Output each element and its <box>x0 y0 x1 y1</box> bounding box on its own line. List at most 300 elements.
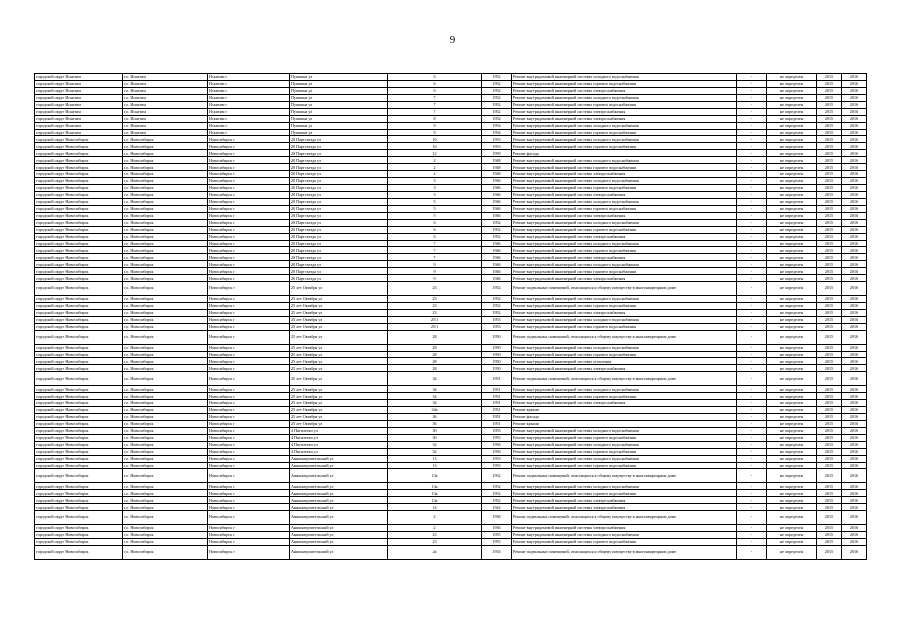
cell-street: 25 лет Октября ул <box>290 386 388 393</box>
cell-house-number: 13 <box>388 462 482 469</box>
cell-work-type: Ремонт внутридомовой инженерной системы горячего водоснабжения <box>512 205 737 212</box>
cell-municipality: г.о. Новосибирск <box>123 219 208 226</box>
cell-house-number: 2 <box>388 525 482 532</box>
cell-build-year: 1952 <box>482 87 512 94</box>
cell-district: городской округ Новосибирск <box>35 538 123 545</box>
cell-year-start: 2015 <box>817 191 842 198</box>
cell-cost: - <box>737 171 767 178</box>
cell-street: 20 Партсъезда ул <box>290 157 388 164</box>
cell-year-start: 2015 <box>817 296 842 303</box>
table-row <box>35 80 867 87</box>
table-row <box>35 386 867 393</box>
cell-settlement: Новосибирск г <box>208 150 290 157</box>
cell-settlement: Новосибирск г <box>208 538 290 545</box>
cell-house-number: 30 <box>388 427 482 434</box>
cell-build-year: 1950 <box>482 365 512 372</box>
cell-municipality: г.о. Новосибирск <box>123 545 208 559</box>
cell-house-number: 8 <box>388 115 482 122</box>
table-row <box>35 129 867 136</box>
cell-cost: - <box>737 247 767 254</box>
cell-build-year: 1948 <box>482 171 512 178</box>
cell-year-end: 2016 <box>842 490 867 497</box>
cell-district: городской округ Новосибирск <box>35 462 123 469</box>
cell-cost: - <box>737 205 767 212</box>
cell-house-number: 25/1 <box>388 316 482 323</box>
cell-municipality: г.о. Новосибирск <box>123 469 208 483</box>
cell-municipality: г.о. Новосибирск <box>123 427 208 434</box>
cell-year-end: 2016 <box>842 247 867 254</box>
cell-street: 25 лет Октября ул <box>290 344 388 351</box>
table-row <box>35 525 867 532</box>
cell-year-start: 2015 <box>817 545 842 559</box>
cell-district: городской округ Искитим <box>35 122 123 129</box>
cell-build-year: 1951 <box>482 420 512 427</box>
cell-status: не определен <box>767 198 817 205</box>
cell-build-year: 1955 <box>482 531 512 538</box>
cell-house-number: 2 <box>388 157 482 164</box>
cell-cost: - <box>737 511 767 525</box>
cell-status: не определен <box>767 441 817 448</box>
cell-status: не определен <box>767 413 817 420</box>
cell-district: городской округ Новосибирск <box>35 296 123 303</box>
cell-settlement: Новосибирск г <box>208 247 290 254</box>
cell-build-year: 1952 <box>482 226 512 233</box>
cell-work-type: Ремонт внутридомовой инженерной системы холодного водоснабжения <box>512 157 737 164</box>
cell-year-start: 2015 <box>817 448 842 455</box>
cell-work-type: Ремонт внутридомовой инженерной системы горячего водоснабжения <box>512 462 737 469</box>
cell-cost: - <box>737 351 767 358</box>
cell-year-end: 2016 <box>842 191 867 198</box>
cell-street: 20 Партсъезда ул <box>290 226 388 233</box>
cell-settlement: Новосибирск г <box>208 261 290 268</box>
cell-work-type: Ремонт фасада <box>512 413 737 420</box>
cell-settlement: Искитим г <box>208 94 290 101</box>
cell-settlement: Искитим г <box>208 80 290 87</box>
table-row <box>35 254 867 261</box>
cell-street: 20 Партсъезда ул <box>290 240 388 247</box>
cell-municipality: г.о. Новосибирск <box>123 185 208 192</box>
cell-year-start: 2015 <box>817 302 842 309</box>
cell-district: городской округ Новосибирск <box>35 344 123 351</box>
table-row <box>35 448 867 455</box>
cell-cost: - <box>737 316 767 323</box>
cell-house-number: 23 <box>388 538 482 545</box>
cell-cost: - <box>737 483 767 490</box>
cell-settlement: Новосибирск г <box>208 198 290 205</box>
cell-status: не определен <box>767 226 817 233</box>
cell-house-number: 28 <box>388 344 482 351</box>
table-row <box>35 490 867 497</box>
cell-year-end: 2016 <box>842 233 867 240</box>
cell-year-end: 2016 <box>842 115 867 122</box>
cell-settlement: Новосибирск г <box>208 330 290 344</box>
cell-municipality: г.о. Новосибирск <box>123 150 208 157</box>
cell-municipality: г.о. Новосибирск <box>123 448 208 455</box>
cell-district: городской округ Новосибирск <box>35 448 123 455</box>
cell-street: 20 Партсъезда ул <box>290 164 388 171</box>
cell-street: Аникинтроительский ул <box>290 504 388 511</box>
cell-year-start: 2015 <box>817 309 842 316</box>
cell-build-year: 1950 <box>482 344 512 351</box>
cell-district: городской округ Новосибирск <box>35 469 123 483</box>
cell-year-start: 2015 <box>817 219 842 226</box>
table-row <box>35 296 867 303</box>
cell-settlement: Новосибирск г <box>208 205 290 212</box>
cell-cost: - <box>737 455 767 462</box>
cell-street: 4 Пятилетки ул <box>290 427 388 434</box>
cell-work-type: Ремонт внутридомовой инженерной системы электроснабжения <box>512 115 737 122</box>
cell-municipality: г.о. Новосибирск <box>123 191 208 198</box>
cell-street: 25 лет Октября ул <box>290 358 388 365</box>
table-row <box>35 150 867 157</box>
cell-house-number: 6 <box>388 233 482 240</box>
cell-status: не определен <box>767 427 817 434</box>
cell-year-start: 2015 <box>817 275 842 282</box>
cell-cost: - <box>737 226 767 233</box>
table-row <box>35 164 867 171</box>
cell-settlement: Новосибирск г <box>208 219 290 226</box>
cell-year-start: 2015 <box>817 205 842 212</box>
cell-house-number: 9 <box>388 268 482 275</box>
cell-cost: - <box>737 497 767 504</box>
cell-build-year: 1952 <box>482 74 512 81</box>
cell-municipality: г.о. Новосибирск <box>123 372 208 386</box>
cell-year-start: 2015 <box>817 497 842 504</box>
cell-street: 25 лет Октября ул <box>290 309 388 316</box>
cell-settlement: Новосибирск г <box>208 344 290 351</box>
cell-municipality: г.о. Новосибирск <box>123 136 208 143</box>
cell-year-end: 2016 <box>842 261 867 268</box>
cell-work-type: Ремонт внутридомовой инженерной системы горячего водоснабжения <box>512 393 737 400</box>
table-row <box>35 143 867 150</box>
cell-year-start: 2015 <box>817 441 842 448</box>
cell-year-end: 2016 <box>842 185 867 192</box>
cell-year-start: 2015 <box>817 462 842 469</box>
cell-municipality: г.о. Новосибирск <box>123 254 208 261</box>
cell-year-end: 2016 <box>842 400 867 407</box>
cell-municipality: г.о. Новосибирск <box>123 316 208 323</box>
cell-year-start: 2015 <box>817 407 842 414</box>
work-schedule-table <box>34 73 867 560</box>
cell-work-type: Ремонт внутридомовой инженерной системы холодного водоснабжения <box>512 296 737 303</box>
cell-year-start: 2015 <box>817 94 842 101</box>
table-row <box>35 497 867 504</box>
cell-status: не определен <box>767 157 817 164</box>
cell-work-type: Ремонт внутридомовой инженерной системы холодного водоснабжения <box>512 441 737 448</box>
cell-street: 20 Партсъезда ул <box>290 205 388 212</box>
cell-district: городской округ Новосибирск <box>35 219 123 226</box>
cell-cost: - <box>737 198 767 205</box>
cell-street: Аникинтроительский ул <box>290 511 388 525</box>
cell-cost: - <box>737 469 767 483</box>
cell-work-type: Ремонт внутридомовой инженерной системы электроснабжения <box>512 497 737 504</box>
cell-year-end: 2016 <box>842 531 867 538</box>
cell-house-number: 2 <box>388 171 482 178</box>
cell-work-type: Ремонт внутридомовой инженерной системы электроснабжения <box>512 233 737 240</box>
cell-status: не определен <box>767 296 817 303</box>
cell-status: не определен <box>767 420 817 427</box>
cell-work-type: Ремонт подвальных помещений, относящихся к общему имуществу в многоквартирном доме <box>512 372 737 386</box>
table-row <box>35 545 867 559</box>
cell-house-number: 34 <box>388 372 482 386</box>
cell-street: 20 Партсъезда ул <box>290 191 388 198</box>
cell-municipality: г.о. Новосибирск <box>123 178 208 185</box>
cell-district: городской округ Новосибирск <box>35 504 123 511</box>
cell-build-year: 1951 <box>482 393 512 400</box>
cell-status: не определен <box>767 525 817 532</box>
cell-year-end: 2016 <box>842 178 867 185</box>
cell-year-end: 2016 <box>842 108 867 115</box>
cell-street: 20 Партсъезда ул <box>290 233 388 240</box>
cell-municipality: г.о. Новосибирск <box>123 511 208 525</box>
cell-house-number: 36 <box>388 413 482 420</box>
table-row <box>35 441 867 448</box>
cell-settlement: Новосибирск г <box>208 545 290 559</box>
cell-street: 20 Партсъезда ул <box>290 150 388 157</box>
cell-house-number: 9 <box>388 275 482 282</box>
cell-street: Пушкина ул <box>290 80 388 87</box>
cell-district: городской округ Новосибирск <box>35 205 123 212</box>
cell-house-number: 14 <box>388 504 482 511</box>
cell-build-year: 1952 <box>482 282 512 296</box>
cell-work-type: Ремонт внутридомовой инженерной системы горячего водоснабжения <box>512 351 737 358</box>
cell-work-type: Ремонт внутридомовой инженерной системы холодного водоснабжения <box>512 316 737 323</box>
cell-settlement: Новосибирск г <box>208 233 290 240</box>
cell-work-type: Ремонт внутридомовой инженерной системы электроснабжения <box>512 254 737 261</box>
cell-house-number: 30 <box>388 434 482 441</box>
cell-cost: - <box>737 344 767 351</box>
table-row <box>35 198 867 205</box>
cell-municipality: г.о. Новосибирск <box>123 538 208 545</box>
cell-street: Пушкина ул <box>290 108 388 115</box>
cell-municipality: г.о. Искитим <box>123 101 208 108</box>
cell-cost: - <box>737 164 767 171</box>
cell-cost: - <box>737 525 767 532</box>
cell-year-start: 2015 <box>817 80 842 87</box>
cell-district: городской округ Новосибирск <box>35 185 123 192</box>
cell-street: 20 Партсъезда ул <box>290 171 388 178</box>
table-row <box>35 302 867 309</box>
cell-street: 20 Партсъезда ул <box>290 261 388 268</box>
table-row <box>35 233 867 240</box>
cell-status: не определен <box>767 538 817 545</box>
cell-municipality: г.о. Новосибирск <box>123 233 208 240</box>
cell-work-type: Ремонт внутридомовой инженерной системы отопления <box>512 358 737 365</box>
cell-status: не определен <box>767 143 817 150</box>
cell-work-type: Ремонт внутридомовой инженерной системы холодного водоснабжения <box>512 531 737 538</box>
cell-street: Аникинтроительский ул <box>290 455 388 462</box>
cell-year-end: 2016 <box>842 545 867 559</box>
cell-build-year: 1955 <box>482 538 512 545</box>
cell-street: Аникинтроительский ул <box>290 531 388 538</box>
cell-district: городской округ Новосибирск <box>35 372 123 386</box>
cell-cost: - <box>737 157 767 164</box>
cell-municipality: г.о. Новосибирск <box>123 365 208 372</box>
cell-district: городской округ Новосибирск <box>35 427 123 434</box>
cell-status: не определен <box>767 108 817 115</box>
cell-cost: - <box>737 538 767 545</box>
cell-year-end: 2016 <box>842 101 867 108</box>
cell-year-end: 2016 <box>842 420 867 427</box>
cell-municipality: г.о. Искитим <box>123 87 208 94</box>
cell-year-start: 2015 <box>817 254 842 261</box>
cell-municipality: г.о. Новосибирск <box>123 351 208 358</box>
cell-district: городской округ Новосибирск <box>35 490 123 497</box>
cell-cost: - <box>737 191 767 198</box>
cell-year-end: 2016 <box>842 254 867 261</box>
cell-cost: - <box>737 434 767 441</box>
cell-district: городской округ Искитим <box>35 80 123 87</box>
cell-settlement: Новосибирск г <box>208 448 290 455</box>
cell-house-number: 34 <box>388 393 482 400</box>
cell-status: не определен <box>767 212 817 219</box>
cell-year-start: 2015 <box>817 525 842 532</box>
cell-status: не определен <box>767 219 817 226</box>
cell-municipality: г.о. Новосибирск <box>123 226 208 233</box>
cell-status: не определен <box>767 434 817 441</box>
cell-year-end: 2016 <box>842 212 867 219</box>
cell-year-start: 2015 <box>817 427 842 434</box>
cell-cost: - <box>737 296 767 303</box>
cell-house-number: 28 <box>388 365 482 372</box>
cell-status: не определен <box>767 358 817 365</box>
cell-year-start: 2015 <box>817 344 842 351</box>
cell-build-year: 1952 <box>482 233 512 240</box>
cell-house-number: 2 <box>388 164 482 171</box>
cell-house-number: 23 <box>388 296 482 303</box>
cell-municipality: г.о. Искитим <box>123 80 208 87</box>
cell-work-type: Ремонт крыши <box>512 407 737 414</box>
cell-house-number: 6 <box>388 74 482 81</box>
cell-year-end: 2016 <box>842 282 867 296</box>
cell-work-type: Ремонт внутридомовой инженерной системы холодного водоснабжения <box>512 240 737 247</box>
cell-year-end: 2016 <box>842 504 867 511</box>
cell-settlement: Новосибирск г <box>208 212 290 219</box>
cell-build-year: 1952 <box>482 108 512 115</box>
cell-status: не определен <box>767 309 817 316</box>
cell-district: городской округ Новосибирск <box>35 531 123 538</box>
cell-work-type: Ремонт фасада <box>512 150 737 157</box>
cell-build-year: 1950 <box>482 330 512 344</box>
cell-year-start: 2015 <box>817 115 842 122</box>
cell-district: городской округ Новосибирск <box>35 302 123 309</box>
cell-status: не определен <box>767 400 817 407</box>
cell-settlement: Новосибирск г <box>208 254 290 261</box>
table-row <box>35 538 867 545</box>
cell-status: не определен <box>767 344 817 351</box>
cell-cost: - <box>737 219 767 226</box>
table-row <box>35 74 867 81</box>
cell-year-end: 2016 <box>842 358 867 365</box>
cell-settlement: Новосибирск г <box>208 171 290 178</box>
cell-build-year: 1946 <box>482 268 512 275</box>
cell-district: городской округ Новосибирск <box>35 386 123 393</box>
table-row <box>35 115 867 122</box>
cell-year-start: 2015 <box>817 164 842 171</box>
cell-house-number: 7 <box>388 247 482 254</box>
cell-settlement: Искитим г <box>208 122 290 129</box>
cell-year-end: 2016 <box>842 351 867 358</box>
cell-district: городской округ Новосибирск <box>35 358 123 365</box>
cell-settlement: Новосибирск г <box>208 309 290 316</box>
cell-house-number: 7 <box>388 94 482 101</box>
cell-settlement: Новосибирск г <box>208 407 290 414</box>
table-row <box>35 136 867 143</box>
cell-house-number: 5 <box>388 212 482 219</box>
cell-district: городской округ Новосибирск <box>35 407 123 414</box>
cell-municipality: г.о. Новосибирск <box>123 504 208 511</box>
cell-work-type: Ремонт внутридомовой инженерной системы электроснабжения <box>512 309 737 316</box>
cell-status: не определен <box>767 455 817 462</box>
cell-status: не определен <box>767 372 817 386</box>
cell-year-end: 2016 <box>842 122 867 129</box>
cell-cost: - <box>737 178 767 185</box>
table-row <box>35 219 867 226</box>
cell-cost: - <box>737 531 767 538</box>
cell-district: городской округ Новосибирск <box>35 254 123 261</box>
cell-work-type: Ремонт внутридомовой инженерной системы горячего водоснабжения <box>512 490 737 497</box>
cell-year-start: 2015 <box>817 74 842 81</box>
cell-build-year: 1954 <box>482 129 512 136</box>
cell-year-start: 2015 <box>817 178 842 185</box>
cell-year-start: 2015 <box>817 393 842 400</box>
cell-cost: - <box>737 282 767 296</box>
cell-year-end: 2016 <box>842 538 867 545</box>
table-row <box>35 407 867 414</box>
cell-work-type: Ремонт внутридомовой инженерной системы горячего водоснабжения <box>512 129 737 136</box>
cell-build-year: 1953 <box>482 136 512 143</box>
cell-status: не определен <box>767 275 817 282</box>
cell-municipality: г.о. Новосибирск <box>123 434 208 441</box>
cell-street: 4 Пятилетки ул <box>290 448 388 455</box>
cell-year-end: 2016 <box>842 226 867 233</box>
cell-house-number: 2 <box>388 511 482 525</box>
cell-cost: - <box>737 275 767 282</box>
cell-municipality: г.о. Новосибирск <box>123 462 208 469</box>
cell-house-number: 23 <box>388 309 482 316</box>
cell-build-year: 1955 <box>482 427 512 434</box>
cell-build-year: 1952 <box>482 296 512 303</box>
cell-status: не определен <box>767 101 817 108</box>
cell-settlement: Новосибирск г <box>208 469 290 483</box>
cell-cost: - <box>737 490 767 497</box>
table-row <box>35 358 867 365</box>
cell-status: не определен <box>767 205 817 212</box>
cell-settlement: Новосибирск г <box>208 393 290 400</box>
cell-settlement: Новосибирск г <box>208 282 290 296</box>
cell-street: 25 лет Октября ул <box>290 296 388 303</box>
cell-year-start: 2015 <box>817 198 842 205</box>
cell-house-number: 25/1 <box>388 323 482 330</box>
cell-settlement: Новосибирск г <box>208 531 290 538</box>
cell-municipality: г.о. Новосибирск <box>123 171 208 178</box>
cell-municipality: г.о. Новосибирск <box>123 358 208 365</box>
table-row <box>35 226 867 233</box>
cell-street: 25 лет Октября ул <box>290 420 388 427</box>
cell-year-start: 2015 <box>817 504 842 511</box>
cell-year-start: 2015 <box>817 240 842 247</box>
cell-year-start: 2015 <box>817 316 842 323</box>
cell-year-end: 2016 <box>842 157 867 164</box>
cell-work-type: Ремонт внутридомовой инженерной системы горячего водоснабжения <box>512 268 737 275</box>
cell-year-start: 2015 <box>817 108 842 115</box>
cell-settlement: Новосибирск г <box>208 296 290 303</box>
cell-year-start: 2015 <box>817 413 842 420</box>
cell-status: не определен <box>767 490 817 497</box>
cell-year-start: 2015 <box>817 469 842 483</box>
cell-district: городской округ Новосибирск <box>35 240 123 247</box>
table-row <box>35 531 867 538</box>
